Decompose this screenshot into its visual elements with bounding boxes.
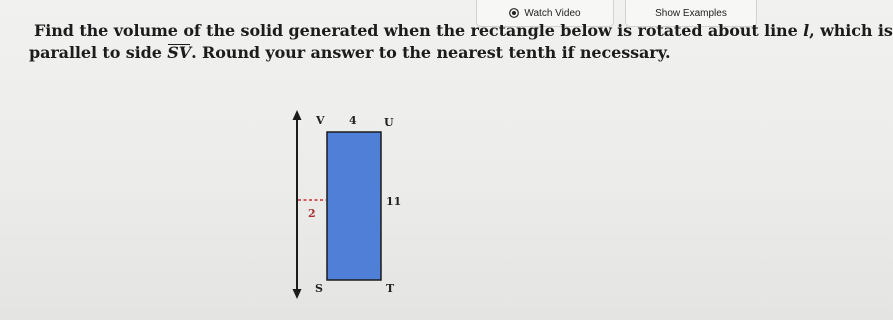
vertex-s-label: S: [315, 282, 323, 295]
vertex-u-label: U: [384, 116, 394, 129]
vertex-v-label: V: [316, 114, 325, 127]
line-name: l: [803, 21, 810, 40]
question-line2-start: parallel to side: [29, 43, 168, 62]
show-examples-label: Show Examples: [655, 7, 727, 19]
toolbar: [0, 0, 768, 20]
segment-sv: SV: [167, 43, 192, 62]
play-circle-icon: [509, 8, 519, 18]
question-line1-end: , which is: [809, 21, 893, 40]
question-line-1: [34, 20, 893, 42]
rectangle-suvt: [327, 132, 381, 280]
distance-label: 2: [308, 207, 316, 220]
rectangle-figure: [280, 105, 430, 305]
question-text: [29, 20, 893, 64]
width-label: 4: [349, 114, 357, 127]
question-line2-end: . Round your answer to the nearest tenth if necessary.: [191, 43, 671, 62]
axis-arrow-up-icon: [293, 110, 302, 120]
question-line1-start: Find the volume of the solid generated when the rectangle below is rotated about line: [34, 21, 804, 40]
height-label: 11: [386, 195, 402, 208]
axis-arrow-down-icon: [293, 289, 302, 299]
vertex-t-label: T: [386, 282, 395, 295]
watch-video-label: Watch Video: [524, 7, 581, 19]
question-line-2: [29, 42, 754, 64]
